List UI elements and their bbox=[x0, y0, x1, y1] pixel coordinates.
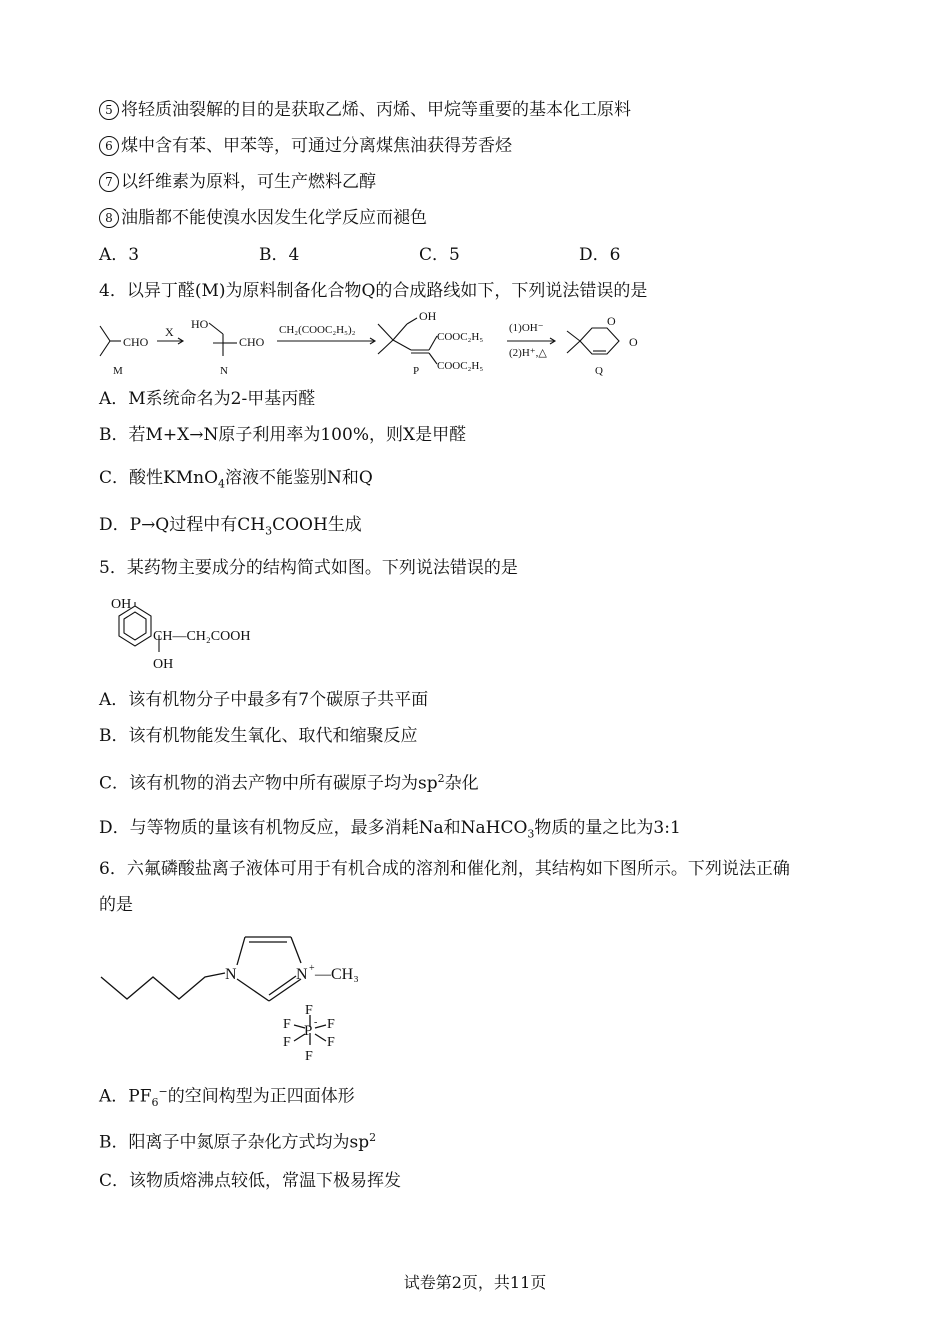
list-item: 7 以纤维素为原料，可生产燃料乙醇 bbox=[99, 171, 376, 193]
step2-label: (2)H⁺,△ bbox=[509, 347, 547, 359]
side-chain-label: CH—CH₂COOH bbox=[153, 629, 251, 644]
phosphorus-label: P bbox=[304, 1023, 313, 1039]
q5-stem: 5．某药物主要成分的结构简式如图。下列说法错误的是 bbox=[99, 558, 518, 578]
q3-option-c: C．5 bbox=[419, 245, 460, 265]
q6-stem-line1: 6．六氟磷酸盐离子液体可用于有机合成的溶剂和催化剂，其结构如下图所示。下列说法正确 bbox=[99, 859, 790, 879]
list-item: 6 煤中含有苯、甲苯等，可通过分离煤焦油获得芳香烃 bbox=[99, 135, 512, 157]
cation-charge: + bbox=[309, 963, 315, 974]
q5-option-d: D．与等物质的量该有机物反应，最多消耗Na和NaHCO$_3$物质的量之比为3:1 bbox=[99, 818, 681, 841]
q6-option-a: A．$PF_6^-$的空间构型为正四面体形 bbox=[99, 1085, 355, 1110]
fluorine-label: F bbox=[327, 1035, 335, 1050]
fluorine-label: F bbox=[305, 1049, 313, 1064]
fluorine-label: F bbox=[327, 1017, 335, 1032]
q3-option-a: A．3 bbox=[99, 245, 140, 265]
m-label: M bbox=[113, 365, 123, 377]
q6-option-c: C．该物质熔沸点较低，常温下极易挥发 bbox=[99, 1171, 402, 1191]
list-item: 8 油脂都不能使溴水因发生化学反应而褪色 bbox=[99, 207, 427, 229]
arrow1-reagent: X bbox=[165, 325, 174, 339]
q4-option-a: A．M系统命名为2-甲基丙醛 bbox=[99, 389, 316, 409]
n-ho-label: HO bbox=[191, 317, 209, 331]
p-ester1-label: COOC₂H₅ bbox=[437, 331, 484, 343]
q4-option-d: D．P→Q过程中有$CH_3COOH$生成 bbox=[99, 515, 362, 538]
p-oh-label: OH bbox=[419, 309, 437, 323]
q5-structure bbox=[97, 592, 287, 676]
q6-stem-line2: 的是 bbox=[99, 895, 133, 915]
fluorine-label: F bbox=[283, 1035, 291, 1050]
q-carbonyl-o-label: O bbox=[629, 335, 638, 349]
ring-n2-label: N bbox=[296, 966, 308, 983]
methyl-label: —CH₃ bbox=[315, 966, 359, 983]
p-label: P bbox=[413, 365, 420, 377]
q4-stem: 4．以异丁醛(M)为原料制备化合物Q的合成路线如下，下列说法错误的是 bbox=[99, 281, 648, 301]
ring-n1-label: N bbox=[225, 966, 237, 983]
circled-number: 8 bbox=[99, 208, 119, 228]
q6-structure bbox=[97, 925, 397, 1065]
q-label: Q bbox=[595, 365, 603, 377]
q4-option-c: C．酸性KMnO$_4$溶液不能鉴别N和Q bbox=[99, 468, 373, 491]
circled-number: 7 bbox=[99, 172, 119, 192]
m-cho-label: CHO bbox=[123, 335, 149, 349]
q5-option-b: B．该有机物能发生氧化、取代和缩聚反应 bbox=[99, 726, 418, 746]
anion-charge: - bbox=[314, 1017, 318, 1028]
fluorine-label: F bbox=[283, 1017, 291, 1032]
alcohol-oh-label: OH bbox=[153, 657, 174, 672]
q6-option-b: B．阳离子中氮原子杂化方式均为$sp^2$ bbox=[99, 1131, 377, 1153]
malonate-reagent: CH₂(COOC₂H₅)₂ bbox=[279, 324, 356, 336]
phenol-oh-label: OH bbox=[111, 597, 132, 612]
p-ester2-label: COOC₂H₅ bbox=[437, 360, 484, 372]
circled-number: 6 bbox=[99, 136, 119, 156]
q-ring-o-label: O bbox=[607, 314, 616, 328]
q3-option-d: D．6 bbox=[579, 245, 621, 265]
page-footer: 试卷第2页，共11页 bbox=[403, 1273, 547, 1292]
circled-number: 5 bbox=[99, 100, 119, 120]
q4-synthesis-scheme bbox=[95, 306, 655, 378]
n-label: N bbox=[220, 365, 228, 377]
fluorine-label: F bbox=[305, 1003, 313, 1018]
step1-label: (1)OH⁻ bbox=[509, 322, 544, 334]
q3-option-b: B．4 bbox=[259, 245, 300, 265]
q5-option-c: C．该有机物的消去产物中所有碳原子均为$sp^2$杂化 bbox=[99, 772, 479, 794]
n-cho-label: CHO bbox=[239, 335, 265, 349]
list-item: 5 将轻质油裂解的目的是获取乙烯、丙烯、甲烷等重要的基本化工原料 bbox=[99, 99, 631, 121]
q5-option-a: A．该有机物分子中最多有7个碳原子共平面 bbox=[99, 690, 429, 710]
q4-option-b: B．若M+X→N原子利用率为100%，则X是甲醛 bbox=[99, 425, 467, 445]
